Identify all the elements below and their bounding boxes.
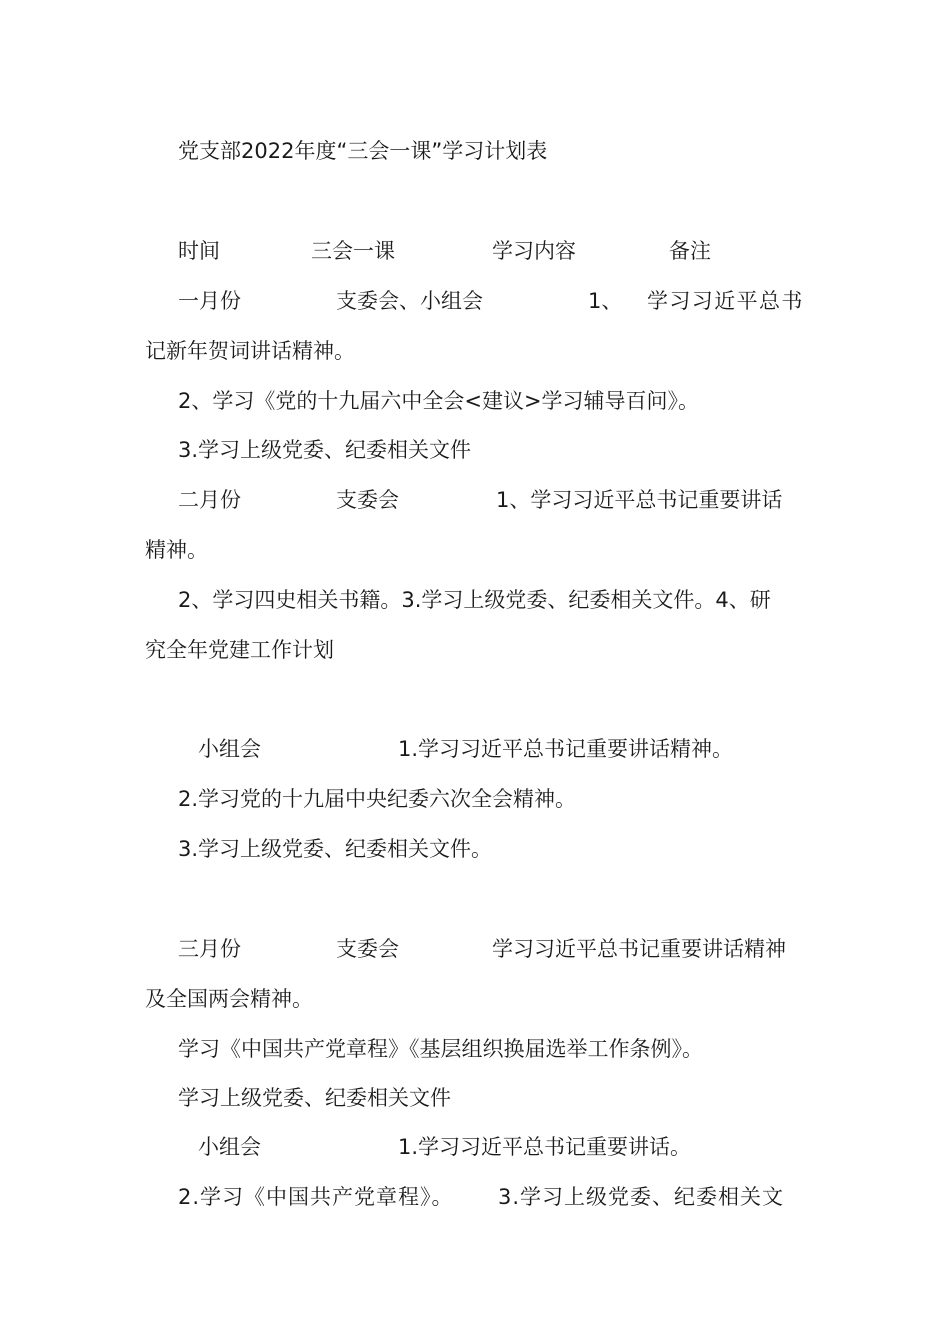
item-number: 1、 [588, 289, 623, 313]
study-item: 2、学习《党的十九届六中全会<建议>学习辅导百问》。 [178, 389, 700, 413]
header-time: 时间 [178, 239, 220, 263]
study-item-continued: 记新年贺词讲话精神。 [145, 339, 355, 363]
study-item: 1.学习习近平总书记重要讲话。 [398, 1135, 692, 1159]
header-note: 备注 [669, 239, 711, 263]
meeting-type: 支委会 [336, 937, 399, 961]
study-item-continued: 究全年党建工作计划 [145, 638, 334, 662]
group-meeting-label: 小组会 [198, 1135, 261, 1159]
group-meeting-label: 小组会 [198, 737, 261, 761]
header-meeting: 三会一课 [311, 239, 395, 263]
study-item: 学习《中国共产党章程》《基层组织换届选举工作条例》。 [178, 1037, 703, 1061]
month-label: 二月份 [178, 488, 241, 512]
study-item: 2.学习《中国共产党章程》。 [178, 1185, 454, 1209]
study-item: 3.学习上级党委、纪委相关文件。 [178, 837, 493, 861]
study-item: 学习习近平总书 [647, 289, 804, 313]
meeting-type: 支委会、小组会 [336, 289, 483, 313]
study-item: 学习上级党委、纪委相关文件 [178, 1086, 451, 1110]
document-title: 党支部2022年度“三会一课”学习计划表 [178, 139, 548, 163]
meeting-type: 支委会 [336, 488, 399, 512]
study-item-continued: 及全国两会精神。 [145, 987, 313, 1011]
study-item: 2.学习党的十九届中央纪委六次全会精神。 [178, 787, 577, 811]
study-item: 1.学习习近平总书记重要讲话精神。 [398, 737, 734, 761]
month-label: 一月份 [178, 289, 241, 313]
study-item: 学习习近平总书记重要讲话精神 [492, 937, 786, 961]
study-item-continued: 精神。 [145, 538, 208, 562]
study-item: 1、学习习近平总书记重要讲话 [496, 488, 783, 512]
study-item: 3.学习上级党委、纪委相关文件 [178, 438, 472, 462]
study-item: 3.学习上级党委、纪委相关文 [498, 1185, 785, 1209]
study-item: 2、学习四史相关书籍。3.学习上级党委、纪委相关文件。4、研 [178, 588, 771, 612]
header-content: 学习内容 [492, 239, 576, 263]
month-label: 三月份 [178, 937, 241, 961]
